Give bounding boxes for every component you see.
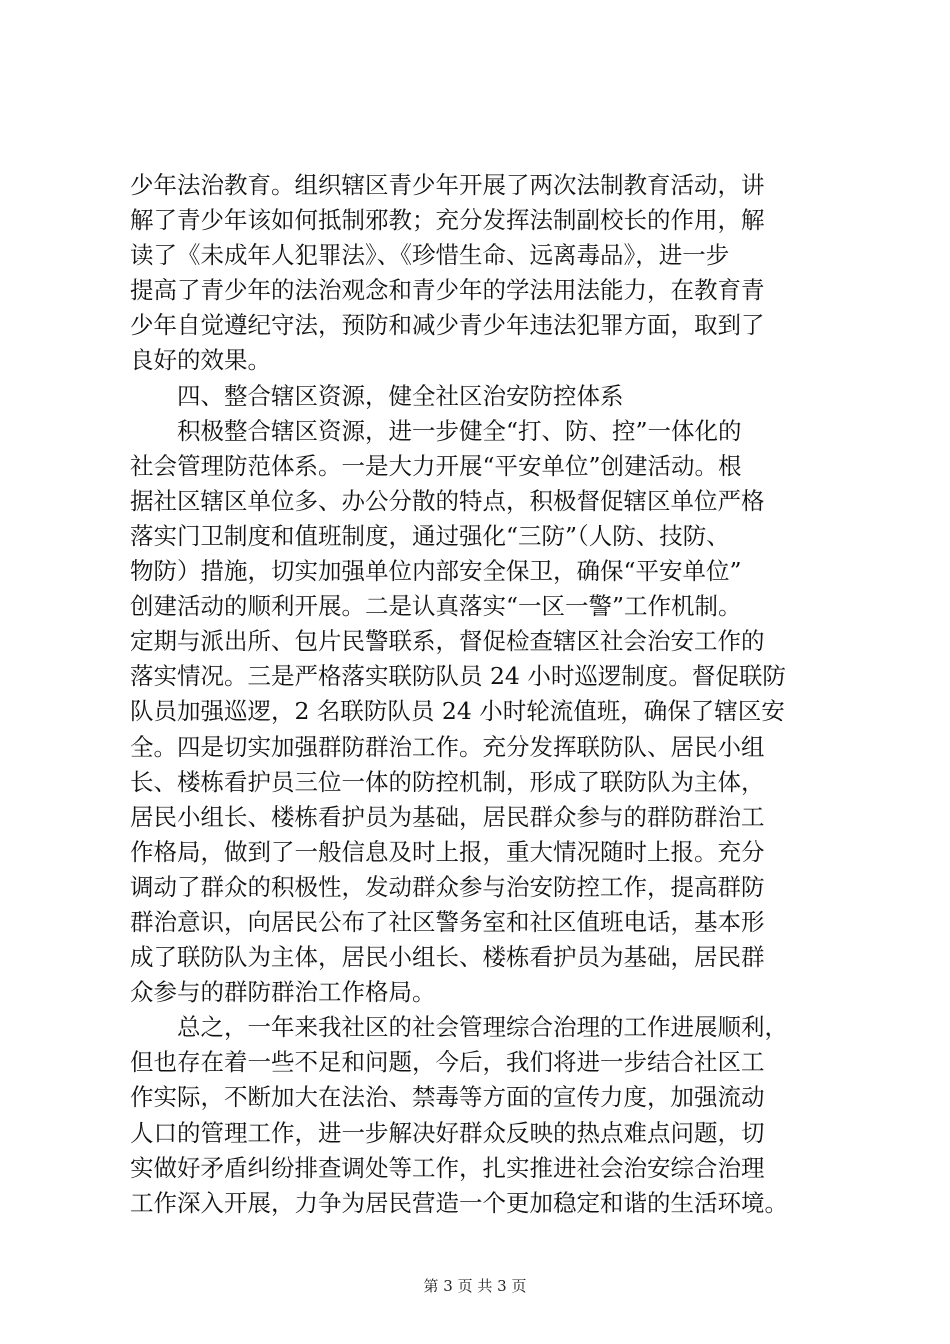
text-line: 但也存在着一些不足和问题，今后，我们将进一步结合社区工 <box>130 1048 765 1077</box>
text-line: 成了联防队为主体，居民小组长、楼栋看护员为基础，居民群 <box>130 943 765 972</box>
text-line: 长、楼栋看护员三位一体的防控机制，形成了联防队为主体， <box>130 767 765 796</box>
text-line: 作实际，不断加大在法治、禁毒等方面的宣传力度，加强流动 <box>130 1083 765 1112</box>
text-line: 居民小组长、楼栋看护员为基础，居民群众参与的群防群治工 <box>130 802 765 831</box>
text-line: 少年法治教育。组织辖区青少年开展了两次法制教育活动，讲 <box>130 171 765 199</box>
text-line: 创建活动的顺利开展。二是认真落实“一区一警”工作机制。 <box>130 592 742 621</box>
text-line: 积极整合辖区资源，进一步健全“打、防、控”一体化的 <box>130 416 742 445</box>
text-line: 落实门卫制度和值班制度，通过强化“三防”（人防、技防、 <box>130 521 730 550</box>
text-line: 调动了群众的积极性，发动群众参与治安防控工作，提高群防 <box>130 872 765 901</box>
text-line: 实做好矛盾纠纷排查调处等工作，扎实推进社会治安综合治理 <box>130 1153 765 1182</box>
text-line: 落实情况。三是严格落实联防队员 24 小时巡逻制度。督促联防 <box>130 662 786 691</box>
text-line: 队员加强巡逻，2 名联防队员 24 小时轮流值班，确保了辖区安 <box>130 697 785 726</box>
text-line: 群治意识，向居民公布了社区警务室和社区值班电话，基本形 <box>130 907 765 936</box>
text-line: 物防）措施，切实加强单位内部安全保卫，确保“平安单位” <box>130 557 742 586</box>
text-line: 定期与派出所、包片民警联系，督促检查辖区社会治安工作的 <box>130 627 765 656</box>
text-line: 读了《未成年人犯罪法》、《珍惜生命、远离毒品》，进一步 <box>130 241 730 270</box>
text-line: 解了青少年该如何抵制邪教；充分发挥法制副校长的作用，解 <box>130 206 765 235</box>
text-line: 众参与的群防群治工作格局。 <box>130 978 436 1007</box>
text-line: 良好的效果。 <box>130 346 271 375</box>
section-heading: 四、整合辖区资源，健全社区治安防控体系 <box>130 381 624 410</box>
text-line: 工作深入开展，力争为居民营造一个更加稳定和谐的生活环境。 <box>130 1188 788 1217</box>
text-line: 总之，一年来我社区的社会管理综合治理的工作进展顺利， <box>130 1013 788 1042</box>
text-line: 全。四是切实加强群防群治工作。充分发挥联防队、居民小组 <box>130 732 765 761</box>
text-line: 人口的管理工作，进一步解决好群众反映的热点难点问题，切 <box>130 1118 765 1147</box>
text-line: 少年自觉遵纪守法，预防和减少青少年违法犯罪方面，取到了 <box>130 311 765 340</box>
text-line: 社会管理防范体系。一是大力开展“平安单位”创建活动。根 <box>130 451 742 480</box>
text-line: 据社区辖区单位多、办公分散的特点，积极督促辖区单位严格 <box>130 486 765 515</box>
page-number-footer: 第 3 页 共 3 页 <box>423 1277 527 1295</box>
text-line: 提高了青少年的法治观念和青少年的学法用法能力，在教育青 <box>130 276 765 305</box>
text-line: 作格局，做到了一般信息及时上报，重大情况随时上报。充分 <box>130 837 765 866</box>
document-body <box>130 168 830 1221</box>
